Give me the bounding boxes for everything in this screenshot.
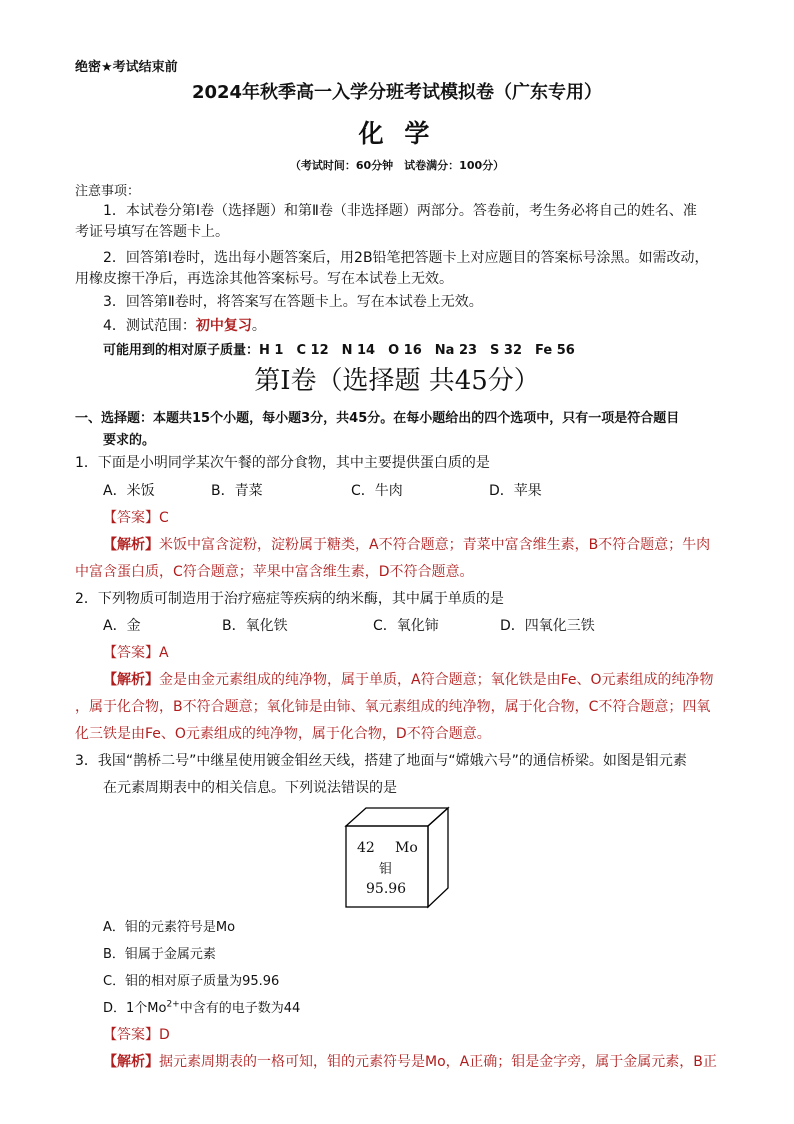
question-3-stem-line-2: 在元素周期表中的相关信息。下列说法错误的是 [103, 780, 397, 796]
section-intro-text: ：本题共15个小题，每小题3分，共45分。在每小题给出的四个选项中，只有一项是符合题目 [140, 411, 680, 426]
confidential-label: 绝密★考试结束前 [75, 60, 178, 75]
analysis-label: 【解析】 [103, 1054, 159, 1070]
question-3-option-d [103, 997, 300, 1016]
analysis-label: 【解析】 [103, 537, 159, 553]
option-d-prefix: D．1个Mo [103, 1001, 167, 1016]
section-intro-line-2: 要求的。 [103, 433, 156, 448]
note-4 [103, 315, 266, 335]
element-atomic-number: 42 [357, 840, 375, 856]
section-title: 第Ⅰ卷（选择题 共45分） [254, 366, 540, 396]
analysis-label: 【解析】 [103, 672, 159, 688]
question-2-analysis-line-2: ，属于化合物，B不符合题意；氧化铈是由铈、氧元素组成的纯净物，属于化合物，C不符合题意；四氧 [75, 699, 711, 715]
question-1-stem: 1．下面是小明同学某次午餐的部分食物，其中主要提供蛋白质的是 [75, 455, 490, 471]
atomic-masses: 可能用到的相对原子质量：H 1 C 12 N 14 O 16 Na 23 S 32 Fe 56 [103, 343, 575, 358]
note-4-prefix: 4．测试范围： [103, 318, 196, 334]
element-card-figure [344, 806, 450, 910]
section-intro-label: 一、选择题 [75, 411, 141, 426]
question-1-analysis-line-2: 中富含蛋白质，C符合题意；苹果中富含维生素，D不符合题意。 [75, 564, 474, 580]
time-info: （考试时间：60分钟 试卷满分：100分） [289, 159, 505, 172]
question-2-option-a: A．金 [103, 618, 141, 634]
question-1-analysis-line-1 [103, 534, 710, 554]
analysis-text: 金是由金元素组成的纯净物，属于单质，A符合题意；氧化铁是由Fe、O元素组成的纯净物 [159, 672, 714, 688]
analysis-text: 据元素周期表的一格可知，钼的元素符号是Mo，A正确；钼是金字旁，属于金属元素，B正 [159, 1054, 717, 1070]
analysis-text: 米饭中富含淀粉，淀粉属于糖类，A不符合题意；青菜中富含维生素，B不符合题意；牛肉 [159, 537, 711, 553]
notes-heading: 注意事项： [75, 184, 141, 199]
question-2-analysis-line-1 [103, 669, 714, 689]
question-1-option-d: D．苹果 [489, 483, 542, 499]
question-3-option-b: B．钼属于金属元素 [103, 947, 216, 962]
note-3: 3．回答第Ⅱ卷时，将答案写在答题卡上。写在本试卷上无效。 [103, 294, 483, 310]
note-2-line-1: 2．回答第Ⅰ卷时，选出每小题答案后，用2B铅笔把答题卡上对应题目的答案标号涂黑。如需改动， [103, 250, 709, 266]
subject-title: 化 学 [358, 119, 436, 148]
question-3-option-a: A．钼的元素符号是Mo [103, 920, 236, 935]
question-2-option-c: C．氧化铈 [373, 618, 439, 634]
question-2-answer: 【答案】A [103, 645, 169, 661]
question-1-option-b: B．青菜 [211, 483, 263, 499]
test-scope: 初中复习 [195, 318, 252, 334]
note-2-line-2: 用橡皮擦干净后，再选涂其他答案标号。写在本试卷上无效。 [75, 271, 453, 287]
question-3-stem-line-1: 3．我国“鹊桥二号”中继星使用镀金钼丝天线，搭建了地面与“嫦娥六号”的通信桥梁。如图是钼元素 [75, 753, 687, 769]
element-name: 钼 [379, 862, 393, 877]
element-atomic-mass: 95.96 [366, 881, 407, 897]
question-1-answer: 【答案】C [103, 510, 169, 526]
question-1-option-a: A．米饭 [103, 483, 155, 499]
exam-title: 2024年秋季高一入学分班考试模拟卷（广东专用） [191, 82, 603, 103]
note-4-suffix: 。 [251, 318, 266, 334]
question-2-stem: 2．下列物质可制造用于治疗癌症等疾病的纳米酶，其中属于单质的是 [75, 591, 504, 607]
question-3-option-c: C．钼的相对原子质量为95.96 [103, 974, 280, 989]
section-intro-line-1 [75, 407, 679, 426]
question-2-analysis-line-3: 化三铁是由Fe、O元素组成的纯净物，属于化合物，D不符合题意。 [75, 726, 491, 742]
option-d-charge: 2+ [166, 999, 180, 1010]
note-1-line-1: 1．本试卷分第Ⅰ卷（选择题）和第Ⅱ卷（非选择题）两部分。答卷前，考生务必将自己的姓名、准 [103, 203, 697, 219]
question-1-option-c: C．牛肉 [351, 483, 403, 499]
element-symbol: Mo [395, 840, 418, 856]
note-1-line-2: 考证号填写在答题卡上。 [75, 224, 229, 240]
question-3-analysis-line-1 [103, 1051, 717, 1071]
question-2-option-b: B．氧化铁 [222, 618, 288, 634]
question-3-answer: 【答案】D [103, 1027, 170, 1043]
question-2-option-d: D．四氧化三铁 [500, 618, 595, 634]
option-d-suffix: 中含有的电子数为44 [179, 1001, 301, 1016]
